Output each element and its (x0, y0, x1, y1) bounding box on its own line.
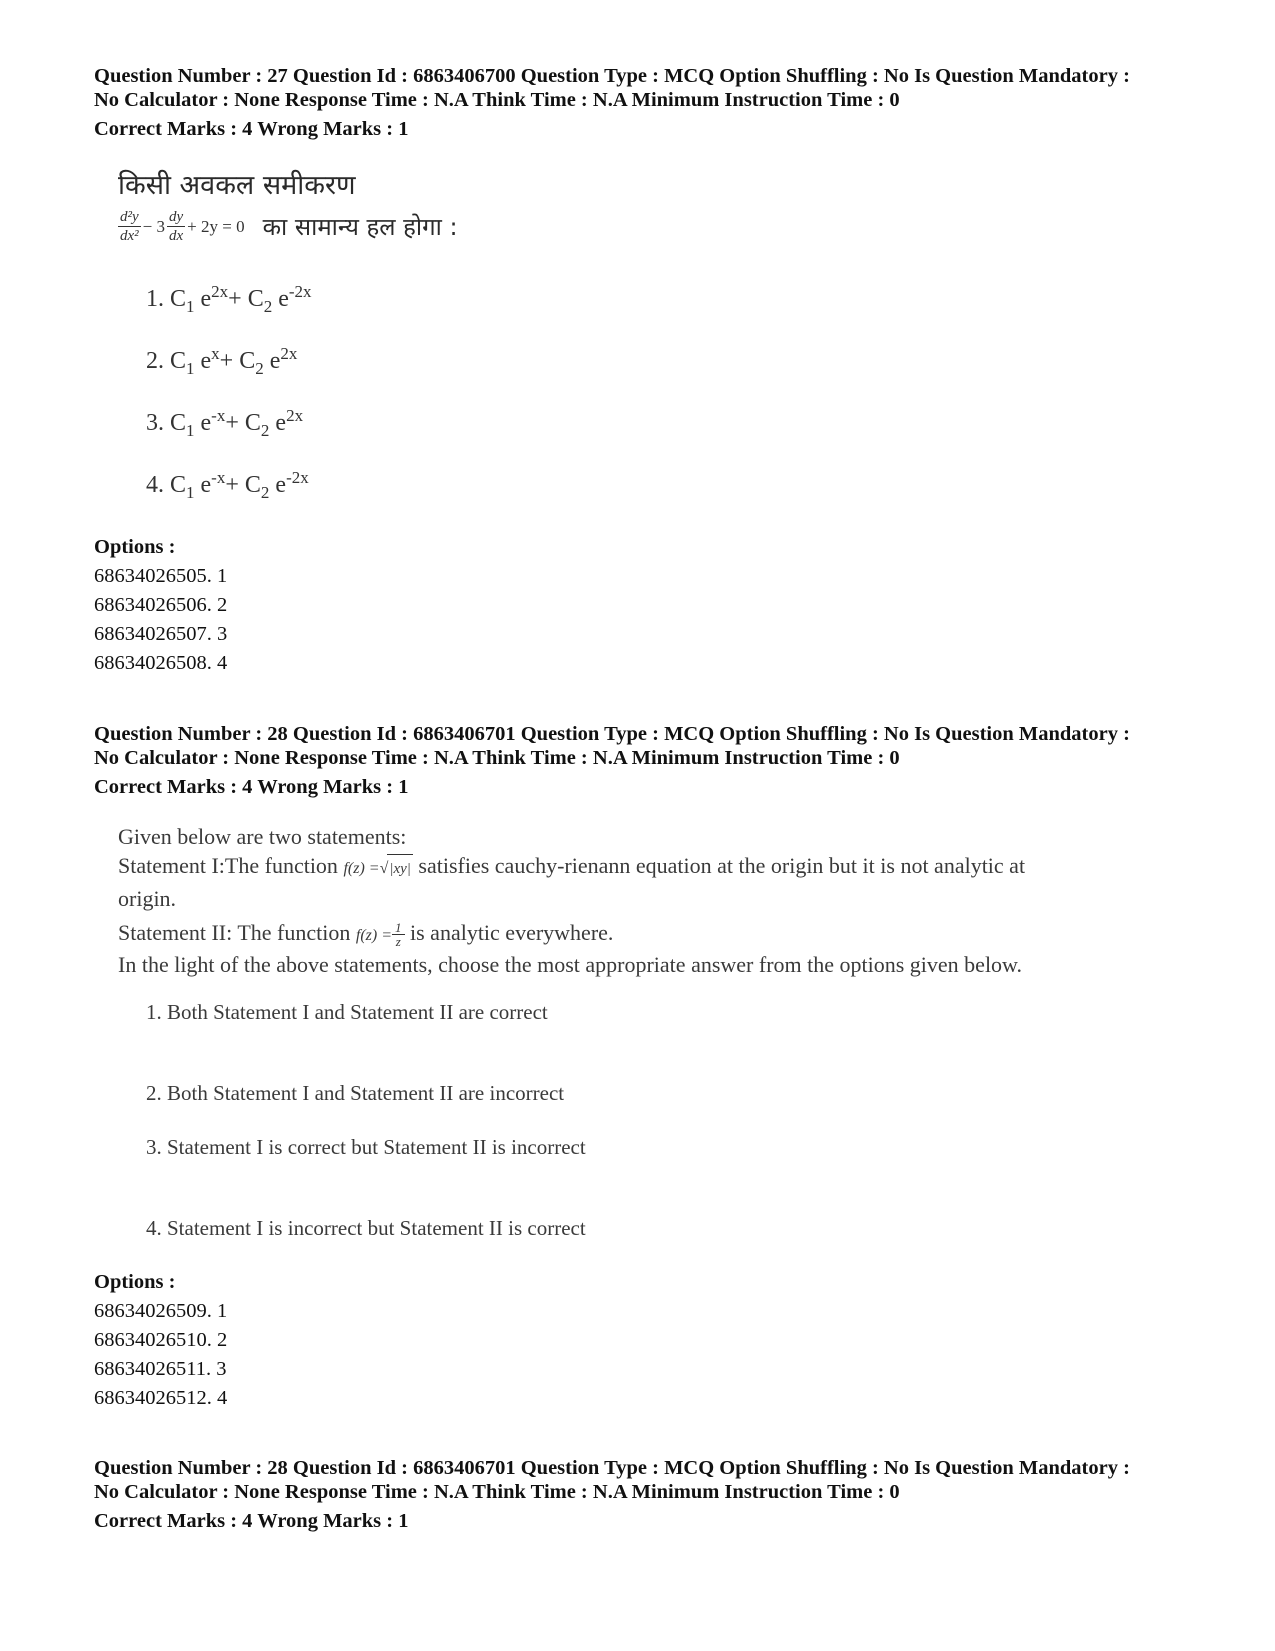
question-28-meta (94, 722, 1214, 799)
choice-4: 4. $C_1$ $e^{-x}+ C_2$ $e^{-2x}$ (146, 468, 309, 502)
differential-equation (118, 208, 458, 245)
question-28-stem (118, 822, 1025, 979)
option-id: 68634026509. 1 (94, 1300, 228, 1322)
statement-2: Statement II: The function f(z) = $\frac{1}{z}$ is analytic everywhere. (118, 920, 614, 950)
marks-line: Correct Marks : 4 Wrong Marks : 1 (94, 1510, 409, 1532)
choice-2: 2. Both Statement I and Statement II are incorrect (146, 1081, 565, 1105)
option-id: 68634026505. 1 (94, 565, 228, 587)
meta-line-2: No Calculator : None Response Time : N.A Think Time : N.A Minimum Instruction Time : 0 (94, 1481, 900, 1503)
meta-line-1: Question Number : 27 Question Id : 6863406700 Question Type : MCQ Option Shuffling : No Is Question Mandatory : (94, 65, 1130, 87)
fraction-d2y-dx2 (118, 208, 141, 245)
fraction-denominator: dx (169, 228, 184, 244)
question-27-meta (94, 64, 1214, 141)
fraction-denominator: dx² (120, 228, 139, 244)
statements-intro: Given below are two statements: (118, 824, 407, 849)
choice-3: 3. Statement I is correct but Statement II is incorrect (146, 1135, 586, 1159)
question-28-repeat-meta (94, 1456, 1214, 1533)
meta-line-1: Question Number : 28 Question Id : 6863406701 Question Type : MCQ Option Shuffling : No Is Question Mandatory : (94, 723, 1130, 745)
question-27-stem (118, 168, 458, 245)
fraction-dy-dx (167, 208, 185, 245)
equation-term: − 3 (142, 216, 165, 236)
stem-hindi-tail: का सामान्य हल होगा : (262, 213, 458, 241)
options-heading: Options : (94, 536, 176, 558)
statements-closing: In the light of the above statements, choose the most appropriate answer from the options given below. (118, 952, 1023, 977)
question-27-options (94, 533, 227, 678)
option-id: 68634026512. 4 (94, 1387, 228, 1409)
equation-term: + 2y = 0 (187, 216, 245, 236)
choice-2: 2. $C_1$ $e^x+ C_2$ $e^{2x}$ (146, 344, 298, 378)
meta-line-2: No Calculator : None Response Time : N.A Think Time : N.A Minimum Instruction Time : 0 (94, 89, 900, 111)
choice-4: 4. Statement I is incorrect but Statement II is correct (146, 1216, 586, 1240)
option-id: 68634026511. 3 (94, 1358, 227, 1380)
choice-1: 1. $C_1$ $e^{2x}+ C_2$ $e^{-2x}$ (146, 282, 312, 316)
fraction-numerator: d²y (120, 209, 139, 225)
statement-1: Statement I:The function f(z) =√|xy| satisfies cauchy-rienann equation at the origin but it is not analytic at (118, 851, 1025, 884)
meta-line-1: Question Number : 28 Question Id : 6863406701 Question Type : MCQ Option Shuffling : No Is Question Mandatory : (94, 1457, 1130, 1479)
option-id: 68634026508. 4 (94, 652, 228, 674)
option-id: 68634026506. 2 (94, 594, 228, 616)
fraction-numerator: dy (169, 209, 184, 225)
question-28-options (94, 1268, 227, 1413)
marks-line: Correct Marks : 4 Wrong Marks : 1 (94, 118, 409, 140)
statement-1-end: origin. (118, 886, 177, 911)
stem-hindi: किसी अवकल समीकरण (118, 170, 356, 201)
options-heading: Options : (94, 1271, 176, 1293)
choice-1: 1. Both Statement I and Statement II are correct (146, 1000, 548, 1024)
option-id: 68634026510. 2 (94, 1329, 228, 1351)
option-id: 68634026507. 3 (94, 623, 228, 645)
marks-line: Correct Marks : 4 Wrong Marks : 1 (94, 776, 409, 798)
choice-3: 3. $C_1$ $e^{-x}+ C_2$ $e^{2x}$ (146, 406, 304, 440)
meta-line-2: No Calculator : None Response Time : N.A Think Time : N.A Minimum Instruction Time : 0 (94, 747, 900, 769)
